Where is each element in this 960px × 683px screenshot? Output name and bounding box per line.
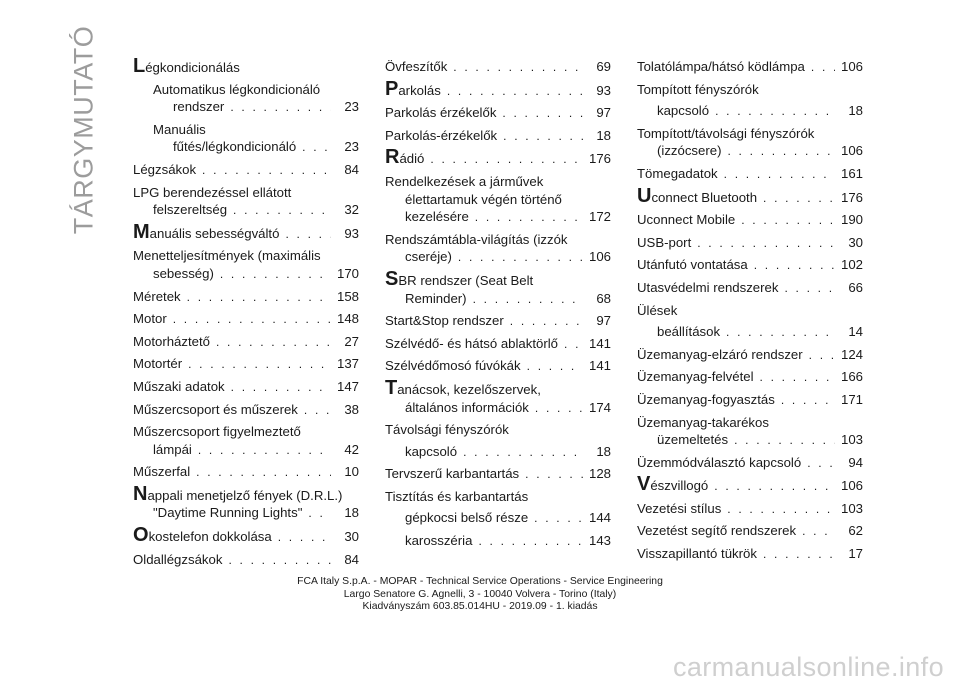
page-number: 171 [840, 391, 863, 407]
page-number: 137 [336, 356, 359, 372]
dot-leader [529, 400, 583, 418]
index-entry[interactable] [385, 488, 611, 506]
index-entry[interactable] [637, 81, 863, 99]
entry-label: LPG berendezéssel ellátott [133, 184, 292, 200]
dot-leader [497, 128, 583, 146]
index-entry[interactable] [133, 333, 359, 352]
entry-label-rest: ádió [399, 151, 425, 167]
page-number: 176 [588, 151, 611, 167]
section-initial: L [133, 55, 146, 77]
page-number: 10 [344, 464, 359, 480]
dot-leader [298, 402, 331, 420]
index-entry[interactable] [133, 55, 359, 77]
page-number: 190 [840, 212, 863, 228]
index-entry[interactable] [385, 335, 611, 354]
page-number: 94 [848, 454, 863, 470]
index-entry[interactable] [385, 465, 611, 484]
entry-label [133, 482, 343, 505]
page-number: 42 [344, 441, 359, 457]
dot-leader [196, 162, 331, 180]
index-entry[interactable] [637, 234, 863, 253]
dot-leader [424, 151, 583, 169]
dot-leader [728, 432, 835, 450]
index-column-1 [133, 55, 359, 573]
entry-label: Üzemmódválasztó kapcsoló [637, 454, 802, 470]
entry-continuation: általános információk [405, 399, 529, 415]
entry-continuation: üzemeltetés [657, 432, 729, 448]
entry-label: Motor [133, 311, 167, 327]
page-number: 148 [336, 311, 359, 327]
entry-label: Légzsákok [133, 161, 197, 177]
entry-label: Vezetési stílus [637, 500, 722, 516]
footer-line-1: FCA Italy S.p.A. - MOPAR - Technical Service Operations - Service Engineering [297, 576, 663, 587]
dot-leader [778, 280, 835, 298]
dot-leader [302, 505, 331, 523]
index-entry[interactable] [385, 77, 611, 101]
index-entry[interactable] [637, 58, 863, 77]
dot-leader [775, 392, 835, 410]
entry-label: Üzemanyag-elzáró rendszer [637, 346, 803, 362]
entry-label-rest: connect Bluetooth [651, 189, 758, 205]
dot-leader [721, 143, 835, 161]
entry-label: Műszaki adatok [133, 378, 225, 394]
dot-leader [504, 313, 583, 331]
entry-label [385, 146, 425, 169]
index-entry[interactable] [133, 551, 359, 570]
entry-label: Motorháztető [133, 333, 210, 349]
index-entry[interactable] [385, 357, 611, 376]
entry-sublabel: kapcsoló [657, 103, 710, 119]
page-number: 143 [588, 533, 611, 549]
dot-leader [754, 369, 835, 387]
index-entry[interactable] [385, 173, 611, 227]
entry-sublabel: beállítások [657, 324, 721, 340]
dot-leader [225, 379, 331, 397]
page-number: 93 [344, 225, 359, 241]
footer-line-2: Largo Senatore G. Agnelli, 3 - 10040 Volvera - Torino (Italy) [343, 588, 617, 600]
entry-label-rest: anácsok, kezelőszervek, [397, 381, 541, 397]
section-initial: P [385, 77, 399, 100]
entry-continuation: "Daytime Running Lights" [153, 505, 303, 521]
index-entry[interactable] [133, 310, 359, 329]
section-initial: M [133, 220, 150, 243]
page-number: 18 [344, 505, 359, 521]
dot-leader [452, 249, 583, 267]
entry-label [133, 524, 272, 547]
dot-leader [519, 466, 583, 484]
entry-label [133, 55, 240, 77]
page-number: 147 [336, 378, 359, 394]
entry-label [385, 77, 441, 100]
index-entry[interactable] [637, 256, 863, 275]
dot-leader [757, 546, 835, 564]
entry-label: Műszercsoport és műszerek [133, 401, 298, 417]
index-entry[interactable] [637, 391, 863, 410]
page-number: 62 [848, 523, 863, 539]
entry-label: Méretek [133, 288, 181, 304]
index-entry[interactable] [385, 509, 611, 528]
entry-label: Utasvédelmi rendszerek [637, 279, 779, 295]
entry-label: Műszercsoport figyelmeztető [133, 424, 301, 440]
page-number: 23 [344, 99, 359, 115]
dot-leader [709, 103, 835, 121]
index-entry[interactable] [133, 288, 359, 307]
entry-label: USB-port [637, 234, 692, 250]
index-entry[interactable] [637, 454, 863, 473]
entry-label: Parkolás érzékelők [385, 105, 497, 121]
entry-label: Tömegadatok [637, 165, 718, 181]
dot-leader [457, 444, 583, 462]
entry-label: Ülések [637, 302, 678, 318]
page-number: 103 [840, 500, 863, 516]
entry-label [385, 267, 534, 290]
index-entry[interactable] [637, 500, 863, 519]
entry-label [385, 376, 541, 399]
page-number: 172 [588, 209, 611, 225]
index-entry[interactable] [385, 443, 611, 462]
page-number: 124 [840, 346, 863, 362]
index-side-title [64, 25, 104, 235]
dot-leader [718, 166, 835, 184]
dot-leader [748, 257, 835, 275]
entry-continuation: felszereltség [153, 202, 228, 218]
page-number: 106 [840, 59, 863, 74]
entry-label: Utánfutó vontatása [637, 257, 748, 273]
page-number: 103 [840, 432, 863, 448]
page-number: 141 [588, 358, 611, 374]
dot-leader [496, 105, 583, 123]
page-number: 84 [344, 551, 359, 567]
index-entry[interactable] [133, 463, 359, 482]
entry-label: Tompított/távolsági fényszórók [637, 125, 815, 141]
watermark: carmanualsonline.info [672, 652, 944, 682]
index-entry[interactable] [637, 165, 863, 184]
entry-label: Tisztítás és karbantartás [385, 488, 529, 504]
entry-label: Tervszerű karbantartás [385, 466, 520, 482]
index-entry[interactable] [385, 127, 611, 146]
entry-continuation: élettartamuk végén történő [405, 191, 562, 207]
index-entry[interactable] [133, 401, 359, 420]
page-number: 166 [840, 369, 863, 385]
index-entry[interactable] [385, 58, 611, 77]
entry-label: Üzemanyag-takarékos [637, 414, 769, 430]
dot-leader [757, 190, 835, 208]
page-number: 141 [588, 335, 611, 351]
entry-label: Vezetést segítő rendszerek [637, 523, 797, 539]
page-number: 38 [344, 401, 359, 417]
entry-label: Uconnect Mobile [637, 212, 736, 228]
entry-label: Start&Stop rendszer [385, 313, 504, 329]
entry-label: Motortér [133, 356, 183, 372]
entry-sublabel: gépkocsi belső része [405, 510, 529, 526]
index-entry[interactable] [637, 414, 863, 450]
page-number: 144 [588, 510, 611, 526]
section-initial: O [133, 524, 149, 547]
page-number: 30 [848, 234, 863, 250]
index-entry[interactable] [637, 279, 863, 298]
entry-label [637, 184, 758, 207]
page-number: 170 [336, 265, 359, 281]
page-number: 18 [596, 443, 611, 459]
dot-leader [796, 523, 835, 541]
index-entry[interactable] [637, 346, 863, 365]
dot-leader [803, 347, 835, 365]
entry-label: Tolatólámpa/hátsó ködlámpa [637, 59, 805, 74]
page-number: 176 [840, 189, 863, 205]
page-number: 161 [840, 165, 863, 181]
dot-leader [272, 529, 331, 547]
dot-leader [192, 442, 331, 460]
page-number: 106 [840, 143, 863, 159]
index-entry[interactable] [133, 184, 359, 220]
page-number: 97 [596, 313, 611, 329]
page-number: 102 [840, 257, 863, 273]
dot-leader [296, 139, 331, 157]
entry-label-rest: észvillogó [650, 478, 709, 494]
entry-sublabel: kapcsoló [405, 443, 458, 459]
index-entry[interactable] [637, 473, 863, 496]
dot-leader [222, 552, 331, 570]
index-entry[interactable] [385, 104, 611, 123]
entry-continuation: kezelésére [405, 209, 469, 225]
page-number: 27 [344, 333, 359, 349]
section-initial: U [637, 184, 652, 207]
index-entry[interactable] [637, 302, 863, 320]
dot-leader [441, 83, 583, 101]
index-entry[interactable] [385, 312, 611, 331]
entry-label: Üzemanyag-fogyasztás [637, 391, 775, 407]
entry-label: Parkolás-érzékelők [385, 127, 498, 143]
entry-sublabel: Manuális [153, 121, 206, 137]
entry-continuation: sebesség) [153, 265, 214, 281]
dot-leader [721, 501, 835, 519]
page-number: 68 [596, 290, 611, 306]
index-entry[interactable] [385, 421, 611, 439]
index-entry[interactable] [133, 220, 359, 244]
entry-label [637, 473, 709, 496]
entry-label-rest: appali menetjelző fények (D.R.L.) [147, 487, 343, 503]
page-number: 18 [596, 127, 611, 143]
dot-leader [735, 212, 835, 230]
index-entry[interactable] [385, 267, 611, 308]
index-entry[interactable] [637, 125, 863, 161]
page-number: 158 [336, 288, 359, 304]
dot-leader [521, 358, 583, 376]
dot-leader [210, 334, 331, 352]
index-entry[interactable] [637, 102, 863, 121]
section-initial: S [385, 267, 399, 290]
entry-label: Műszerfal [133, 464, 191, 480]
entry-continuation: Reminder) [405, 290, 467, 306]
dot-leader [691, 235, 835, 253]
index-entry[interactable] [385, 231, 611, 267]
dot-leader [467, 291, 583, 309]
index-entry[interactable] [637, 368, 863, 387]
page-number: 23 [344, 139, 359, 155]
entry-label: Távolsági fényszórók [385, 422, 509, 438]
section-initial: V [637, 473, 651, 496]
page-number: 93 [596, 82, 611, 98]
entry-label-rest: kostelefon dokkolása [148, 529, 272, 545]
index-entry[interactable] [637, 522, 863, 541]
index-entry[interactable] [133, 247, 359, 283]
dot-leader [805, 59, 835, 77]
entry-label-rest: BR rendszer (Seat Belt [398, 272, 534, 288]
dot-leader [214, 266, 331, 284]
page-number: 174 [588, 399, 611, 415]
entry-label [133, 220, 280, 243]
page-number: 32 [344, 202, 359, 218]
entry-label: Szélvédő- és hátsó ablaktörlő [385, 335, 559, 351]
page-number: 97 [596, 105, 611, 121]
page-number: 69 [596, 59, 611, 74]
index-entry[interactable] [133, 355, 359, 374]
dot-leader [801, 455, 835, 473]
dot-leader [558, 336, 583, 354]
index-entry[interactable] [637, 545, 863, 564]
dot-leader [720, 324, 835, 342]
entry-label: Oldallégzsákok [133, 551, 223, 567]
page-number: 128 [588, 466, 611, 482]
entry-sublabel: Automatikus légkondicionáló [153, 81, 321, 97]
dot-leader [181, 289, 331, 307]
dot-leader [190, 464, 331, 482]
section-initial: T [385, 376, 398, 399]
dot-leader [182, 356, 331, 374]
dot-leader [167, 311, 331, 329]
index-entry[interactable] [385, 532, 611, 551]
index-entry[interactable] [133, 524, 359, 547]
dot-leader [472, 533, 583, 551]
entry-label: Üzemanyag-felvétel [637, 369, 754, 385]
footer-line-3: Kiadványszám 603.85.014HU - 2019.09 - 1. kiadás [362, 601, 598, 612]
entry-label: Visszapillantó tükrök [637, 546, 757, 562]
dot-leader [708, 478, 835, 496]
index-entry[interactable] [637, 211, 863, 230]
index-entry[interactable] [133, 423, 359, 459]
dot-leader [469, 209, 583, 227]
entry-continuation: fűtés/légkondicionáló [173, 139, 297, 155]
entry-label: Menetteljesítmények (maximális [133, 248, 321, 264]
entry-sublabel: karosszéria [405, 533, 473, 549]
entry-label: Rendelkezések a járművek [385, 173, 544, 189]
section-initial: N [133, 482, 148, 505]
entry-continuation: (izzócsere) [657, 143, 722, 159]
dot-leader [447, 59, 583, 77]
index-entry[interactable] [385, 376, 611, 417]
index-entry[interactable] [133, 81, 359, 117]
page-number: 106 [588, 249, 611, 265]
side-title-text: TÁRGYMUTATÓ [68, 25, 99, 235]
entry-label: Övfeszítők [385, 59, 448, 74]
entry-label-rest: égkondicionálás [145, 60, 240, 75]
entry-label: Tompított fényszórók [637, 81, 759, 97]
dot-leader [528, 510, 583, 528]
index-column-3 [637, 58, 863, 568]
publisher-footer [0, 576, 960, 614]
page-number: 106 [840, 478, 863, 494]
page-number: 18 [848, 103, 863, 119]
index-column-2 [385, 58, 611, 555]
entry-continuation: rendszer [173, 99, 225, 115]
page-number: 84 [344, 161, 359, 177]
index-entry[interactable] [133, 121, 359, 157]
page-number: 17 [848, 546, 863, 562]
entry-label-rest: anuális sebességváltó [149, 225, 280, 241]
entry-label-rest: arkolás [398, 82, 441, 98]
index-entry[interactable] [637, 323, 863, 342]
dot-leader [224, 99, 331, 117]
section-initial: R [385, 146, 400, 169]
entry-continuation: cseréje) [405, 249, 452, 265]
entry-label: Rendszámtábla-világítás (izzók [385, 231, 568, 247]
page-number: 14 [848, 324, 863, 340]
index-entry[interactable] [133, 161, 359, 180]
dot-leader [279, 226, 331, 244]
index-entry[interactable] [637, 184, 863, 208]
dot-leader [227, 202, 331, 220]
entry-continuation: lámpái [153, 441, 192, 457]
index-entry[interactable] [133, 482, 359, 523]
index-entry[interactable] [133, 378, 359, 397]
index-entry[interactable] [385, 146, 611, 169]
entry-label: Szélvédőmosó fúvókák [385, 358, 521, 374]
page-number: 30 [344, 529, 359, 545]
page-number: 66 [848, 279, 863, 295]
